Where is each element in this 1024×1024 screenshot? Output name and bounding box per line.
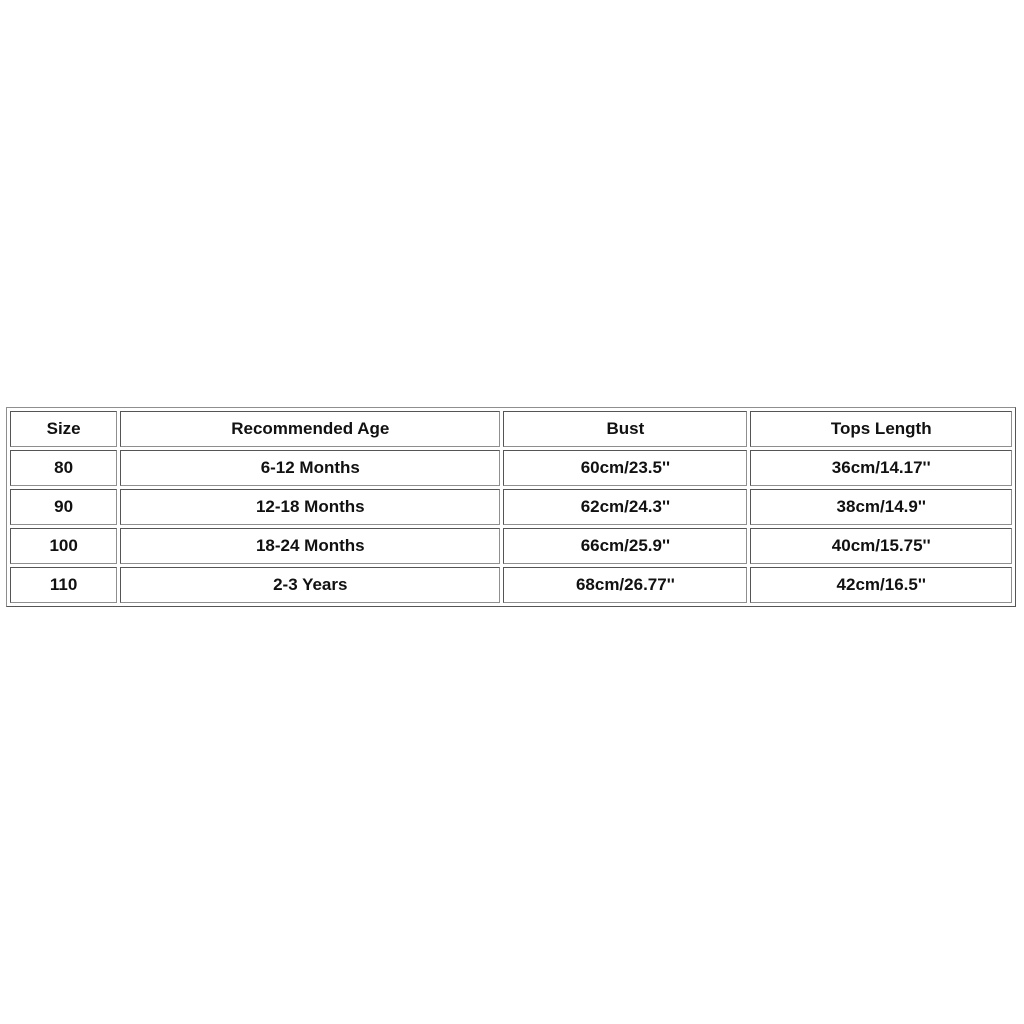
table-row xyxy=(10,489,1012,525)
cell-size: 90 xyxy=(10,489,117,525)
header-size: Size xyxy=(10,411,117,447)
header-recommended-age: Recommended Age xyxy=(120,411,500,447)
cell-tops-length: 38cm/14.9'' xyxy=(750,489,1012,525)
cell-size: 100 xyxy=(10,528,117,564)
cell-bust: 60cm/23.5'' xyxy=(503,450,747,486)
cell-recommended-age: 18-24 Months xyxy=(120,528,500,564)
cell-bust: 66cm/25.9'' xyxy=(503,528,747,564)
table-row xyxy=(10,450,1012,486)
table-row xyxy=(10,528,1012,564)
size-chart-table xyxy=(6,407,1016,607)
cell-recommended-age: 12-18 Months xyxy=(120,489,500,525)
header-bust: Bust xyxy=(503,411,747,447)
table-row xyxy=(10,567,1012,603)
header-tops-length: Tops Length xyxy=(750,411,1012,447)
cell-size: 110 xyxy=(10,567,117,603)
cell-tops-length: 40cm/15.75'' xyxy=(750,528,1012,564)
cell-size: 80 xyxy=(10,450,117,486)
cell-recommended-age: 2-3 Years xyxy=(120,567,500,603)
cell-tops-length: 36cm/14.17'' xyxy=(750,450,1012,486)
cell-tops-length: 42cm/16.5'' xyxy=(750,567,1012,603)
cell-bust: 62cm/24.3'' xyxy=(503,489,747,525)
table-header-row xyxy=(10,411,1012,447)
cell-bust: 68cm/26.77'' xyxy=(503,567,747,603)
cell-recommended-age: 6-12 Months xyxy=(120,450,500,486)
